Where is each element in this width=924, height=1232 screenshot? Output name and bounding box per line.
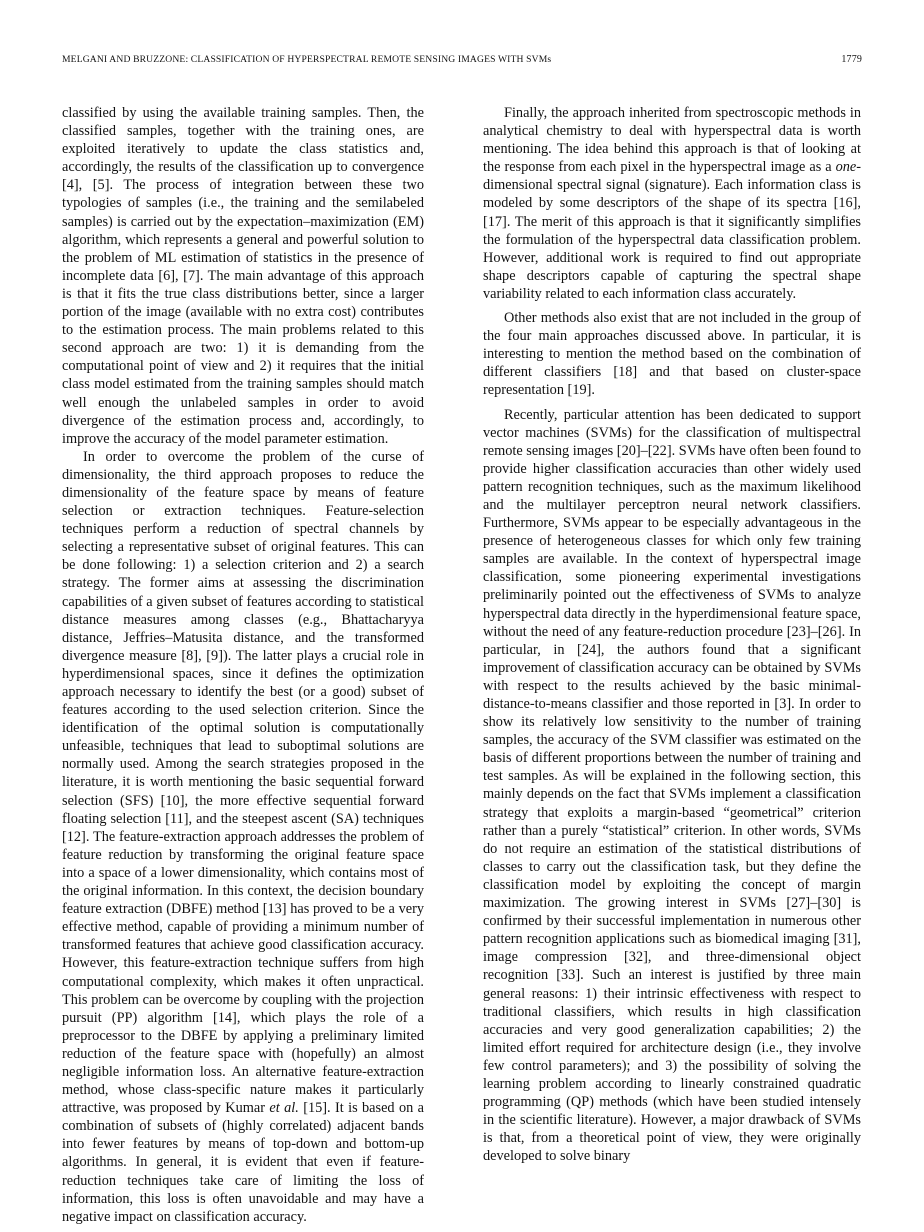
emphasis: one [835,159,857,176]
right-column [483,104,861,1165]
paragraph: In order to overcome the problem of the curse of dimensionality, the third approach proposes to reduce the dimensionality of the feature space by means of feature selection or extraction techniques. Feature-selection techniques perform a reduction of spectral channels by selecting a representative subset of original features. This can be done following: 1) a selection criterion and 2) a search strategy. The former aims at assessing the discrimination capabilities of a given subset of features according to statistical distance measures among classes (e.g., Bhattacharyya distance, Jeffries–Matusita distance, and the transformed divergence measure [8], [9]). The latter plays a crucial role in hyperdimensional spaces, since it defines the optimization approach necessary to identify the best (or a good) subset of features according to the used selection criterion. Since the identification of the optimal solution is computationally unfeasible, techniques that lead to suboptimal solutions are normally used. Among the search strategies proposed in the literature, it is worth mentioning the basic sequential forward selection (SFS) [10], the more effective sequential forward floating selection [11], and the steepest ascent (SA) techniques [12]. The feature-extraction approach addresses the problem of feature reduction by transforming the original feature space into a space of a lower dimensionality, which contains most of the original information. In this context, the decision boundary feature extraction (DBFE) method [13] has proved to be a very effective method, capable of providing a minimum number of transformed features that achieve good classification accuracy. However, this feature-extraction technique suffers from high computational complexity, which makes it often unpractical. This problem can be overcome by coupling with the projection pursuit (PP) algorithm [14], which plays the role of a preprocessor to the DBFE by applying a preliminary limited reduction of the feature space with (hopefully) an almost negligible information loss. An alternative feature-extraction method, whose class-specific nature makes it particularly attractive, was proposed by Kumar et al. [15]. It is based on a combination of subsets of (highly correlated) adjacent bands into fewer features by means of top-down and bottom-up algorithms. In general, it is evident that even if feature-reduction techniques take care of limiting the loss of information, this loss is often unavoidable and may have a negative impact on classification accuracy. [62,448,425,1225]
paragraph: Other methods also exist that are not included in the group of the four main approaches discussed above. In particular, it is interesting to mention the method based on the combination of different classifiers [18] and that based on cluster-space representation [19]. [483,310,861,399]
paragraph: Recently, particular attention has been dedicated to support vector machines (SVMs) for the classification of multispectral remote sensing images [20]–[22]. SVMs have often been found to provide higher classification accuracies than other widely used pattern recognition techniques, such as the maximum likelihood and the multilayer perceptron neural network classifiers. Furthermore, SVMs appear to be especially advantageous in the presence of heterogeneous classes for which only few training samples are available. In the context of hyperspectral image classification, some pioneering experimental investigations preliminarily pointed out the effectiveness of SVMs to analyze hyperspectral data directly in the hyperdimensional feature space, without the need of any feature-reduction procedure [23]–[26]. In particular, in [24], the authors found that a significant improvement of classification accuracy can be obtained by SVMs with respect to the results achieved by the basic minimal-distance-to-means classifier and those reported in [3]. In order to show its relatively low sensitivity to the number of training samples, the accuracy of the SVM classifier was estimated on the basis of different proportions between the number of training and test samples. As will be explained in the following section, this mainly depends on the fact that SVMs implement a classification strategy that exploits a margin-based “geometrical” criterion rather than a purely “statistical” criterion. In other words, SVMs do not require an estimation of the statistical distributions of classes to carry out the classification task, but they define the classification model by exploiting the concept of margin maximization. The growing interest in SVMs [27]–[30] is confirmed by their successful implementation in numerous other pattern recognition applications such as biomedical imaging [31], image compression [32], and three-dimensional object recognition [33]. Such an interest is justified by three main general reasons: 1) their intrinsic effectiveness with respect to traditional classifiers, which results in high classification accuracies and very good generalization capabilities; 2) the limited effort required for architecture design (i.e., they involve few control parameters); and 3) the possibility of solving the learning problem according to linearly constrained quadratic programming (QP) methods (which have been studied intensely in the scientific literature). However, a major drawback of SVMs is that, from a theoretical point of view, they were originally developed to solve binary [483,406,861,1165]
emphasis: et al. [269,1100,299,1117]
page-number: 1779 [841,54,862,65]
running-header [62,54,862,70]
running-title: MELGANI AND BRUZZONE: CLASSIFICATION OF HYPERSPECTRAL REMOTE SENSING IMAGES WITH SVMs [62,54,552,65]
paragraph: classified by using the available training samples. Then, the classified samples, together with the training ones, are exploited iteratively to update the class statistics and, accordingly, the results of the classification up to convergence [4], [5]. The process of integration between these two typologies of samples (i.e., the training and the semilabeled samples) is carried out by the expectation–maximization (EM) algorithm, which represents a general and powerful solution to the problem of ML estimation of statistics in the presence of incomplete data [6], [7]. The main advantage of this approach is that it fits the true class distributions better, since a larger portion of the image (available with no extra cost) contributes to the estimation process. The main problems related to this second approach are two: 1) it is demanding from the computational point of view and 2) it requires that the initial class model estimated from the training samples should match well enough the unlabeled samples in order to avoid divergence of the estimation process and, accordingly, to improve the accuracy of the model parameter estimation. [62,105,424,447]
left-column [62,104,424,1226]
paragraph: Finally, the approach inherited from spectroscopic methods in analytical chemistry to deal with hyperspectral data is worth mentioning. The idea behind this approach is that of looking at the response from each pixel in the hyperspectral image as a one-dimensional spectral signal (signature). Each information class is modeled by some descriptors of the shape of its spectra [16], [17]. The merit of this approach is that it significantly simplifies the formulation of the hyperspectral data classification problem. However, additional work is required to find out appropriate shape descriptors capable of capturing the spectral shape variability related to each information class accurately. [483,105,862,302]
